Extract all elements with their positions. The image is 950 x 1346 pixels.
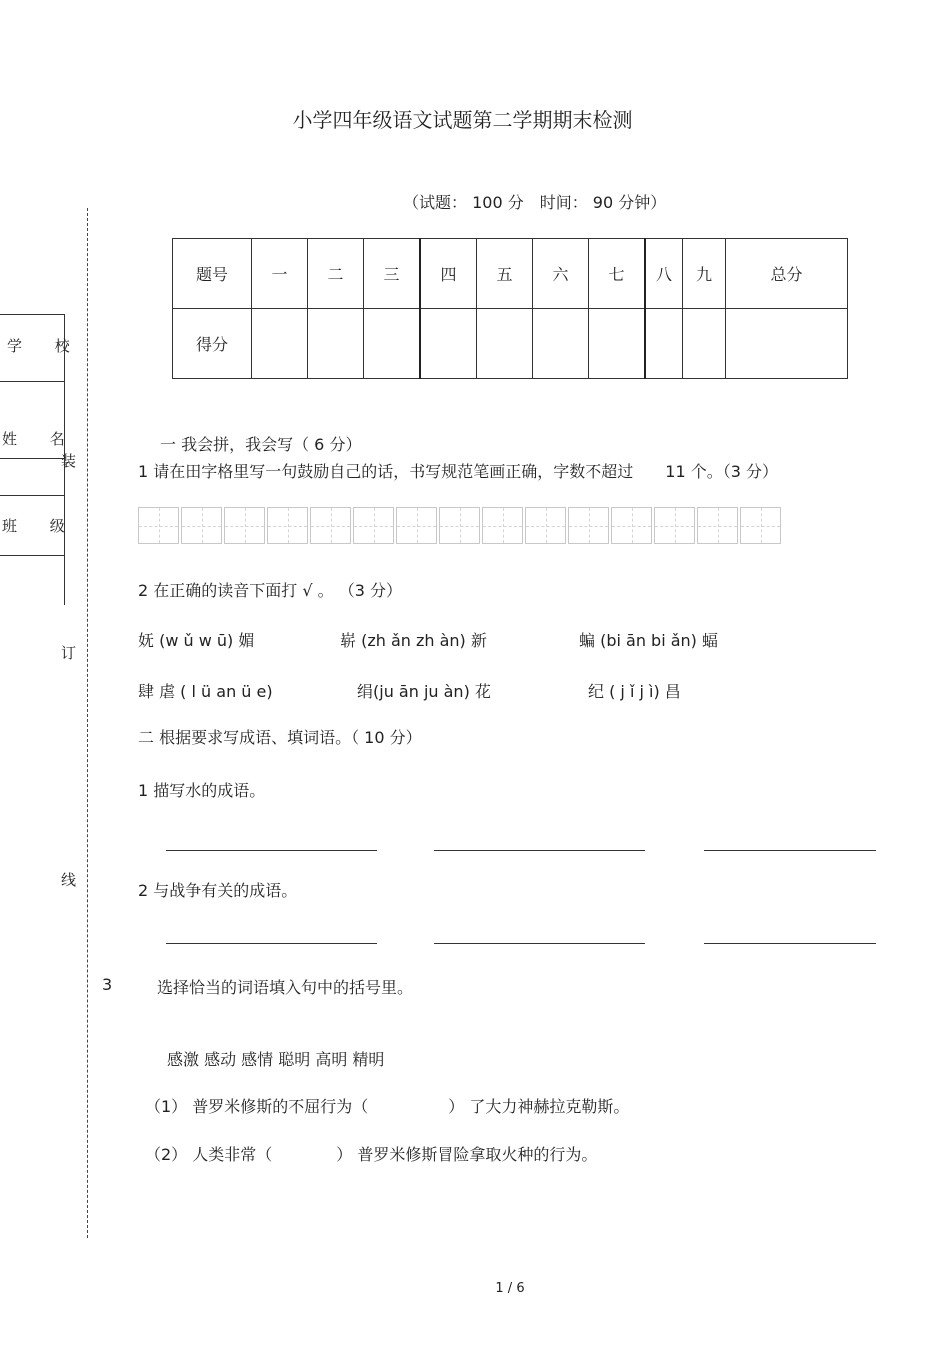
tianzige-cell[interactable] [181,507,222,544]
tianzige-cell[interactable] [353,507,394,544]
pinyin-item: 蝙 (bi ān bi ǎn) 蝠 [579,631,719,650]
pinyin-item: 妩 (w ǔ w ū) 媚 [138,631,255,650]
header-cell: 题号 [173,239,252,309]
pinyin-item: 绢(ju ān ju àn) 花 [357,682,491,701]
header-cell: 八 [645,239,683,309]
binding-char-zhuang: 装 [61,452,77,470]
score-cell [420,309,477,379]
pinyin-item: 肆 虐 ( l ü an ü e) [138,682,273,701]
word-bank: 感激 感动 感情 聪明 高明 精明 [167,1050,385,1069]
score-cell [252,309,308,379]
score-cell [726,309,848,379]
section1-q1: 1 请在田字格里写一句鼓励自己的话，书写规范笔画正确，字数不超过 11 个。（3 分） [138,462,778,481]
header-cell: 一 [252,239,308,309]
tianzige-cell[interactable] [310,507,351,544]
pinyin-item: 崭 (zh ǎn zh àn) 新 [340,631,487,650]
tianzige-cell[interactable] [224,507,265,544]
score-cell [477,309,533,379]
score-cell [645,309,683,379]
name-label: 姓 名 [2,430,79,448]
pinyin-item: 纪 ( j ǐ j ì) 昌 [588,682,681,701]
answer-blank[interactable] [166,943,377,944]
sentence-2: （2） 人类非常（ ） 普罗米修斯冒险拿取火种的行为。 [145,1145,598,1164]
section2-q3: 选择恰当的词语填入句中的括号里。 [157,978,414,997]
answer-blank[interactable] [434,850,645,851]
score-cell [308,309,364,379]
tianzige-cell[interactable] [138,507,179,544]
score-header-row [173,239,848,309]
document-title: 小学四年级语文试题第二学期期末检测 [292,108,633,132]
section2-q1: 1 描写水的成语。 [138,781,266,800]
student-info-box [0,314,65,605]
score-cell [683,309,726,379]
answer-blank[interactable] [704,850,876,851]
section1-heading: 一 我会拼，我会写（ 6 分） [160,435,362,454]
score-cell [364,309,421,379]
tianzige-cell[interactable] [482,507,523,544]
section2-heading: 二 根据要求写成语、填词语。（ 10 分） [138,728,422,747]
section1-q2: 2 在正确的读音下面打 √ 。 （3 分） [138,581,402,600]
binding-dashed-line [87,208,88,1238]
header-cell: 五 [477,239,533,309]
tianzige-cell[interactable] [611,507,652,544]
tianzige-cell[interactable] [740,507,781,544]
header-cell: 二 [308,239,364,309]
score-row-label: 得分 [173,309,252,379]
tianzige-cell[interactable] [568,507,609,544]
answer-blank[interactable] [166,850,377,851]
answer-blank[interactable] [704,943,876,944]
header-cell: 六 [533,239,589,309]
score-cell [533,309,589,379]
answer-blank[interactable] [434,943,645,944]
header-cell: 七 [589,239,646,309]
sentence-1: （1） 普罗米修斯的不屈行为（ ） 了大力神赫拉克勒斯。 [145,1097,630,1116]
tianzige-cell[interactable] [439,507,480,544]
header-cell: 四 [420,239,477,309]
tianzige-cell[interactable] [396,507,437,544]
section2-q3-number: 3 [102,975,113,994]
header-cell: 总分 [726,239,848,309]
tianzige-cell[interactable] [697,507,738,544]
tianzige-cell[interactable] [267,507,308,544]
tianzige-cell[interactable] [654,507,695,544]
spacer-row [0,458,64,496]
binding-char-xian: 线 [61,871,77,889]
score-table [172,238,848,379]
score-value-row [173,309,848,379]
page-number: 1 / 6 [495,1281,525,1296]
section2-q2: 2 与战争有关的成语。 [138,881,298,900]
header-cell: 三 [364,239,421,309]
header-cell: 九 [683,239,726,309]
tianzige-cell[interactable] [525,507,566,544]
score-cell [589,309,646,379]
class-label: 班 级 [2,517,79,535]
binding-char-ding: 订 [61,644,77,662]
tianzige-grid[interactable] [138,507,783,544]
school-label: 学 校 [7,337,84,355]
exam-info: （试题： 100 分 时间： 90 分钟） [403,193,667,212]
